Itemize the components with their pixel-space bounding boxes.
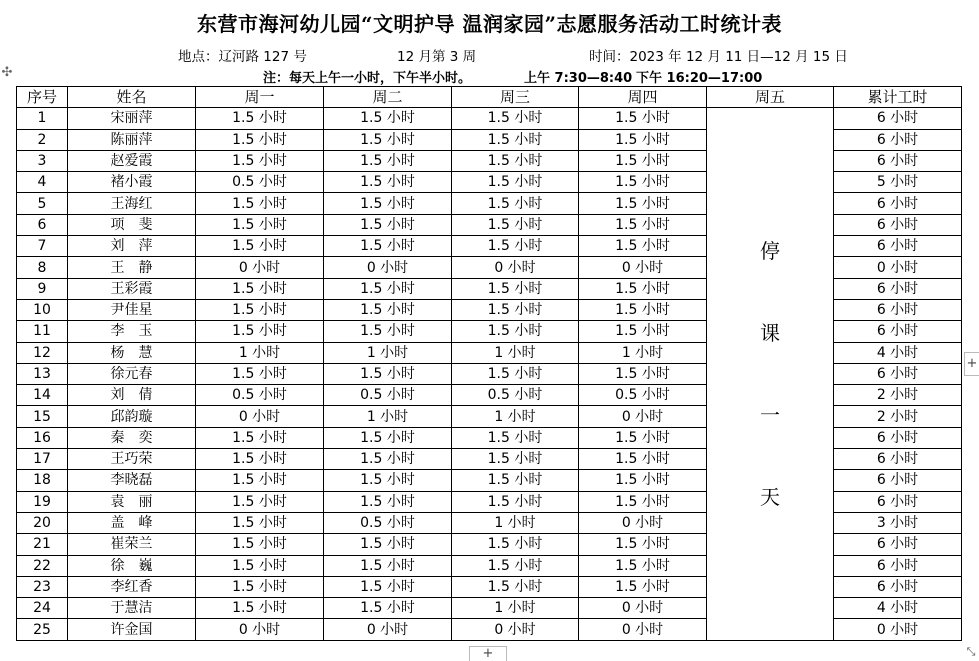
cell-total[interactable]: 6 小时 <box>834 321 962 342</box>
cell-thursday[interactable]: 0 小时 <box>579 619 707 640</box>
header-tuesday[interactable]: 周二 <box>324 87 452 108</box>
cell-tuesday[interactable]: 1.5 小时 <box>324 214 452 235</box>
cell-monday[interactable]: 1.5 小时 <box>196 236 324 257</box>
cell-index[interactable]: 1 <box>17 108 68 129</box>
cell-wednesday[interactable]: 1 小时 <box>452 342 579 363</box>
cell-wednesday[interactable]: 0 小时 <box>452 619 579 640</box>
cell-wednesday[interactable]: 0.5 小时 <box>452 385 579 406</box>
cell-name[interactable]: 邱韵璇 <box>68 406 196 427</box>
cell-thursday[interactable]: 1.5 小时 <box>579 534 707 555</box>
cell-wednesday[interactable]: 1 小时 <box>452 598 579 619</box>
cell-monday[interactable]: 1.5 小时 <box>196 491 324 512</box>
cell-total[interactable]: 6 小时 <box>834 576 962 597</box>
cell-index[interactable]: 6 <box>17 214 68 235</box>
cell-total[interactable]: 2 小时 <box>834 385 962 406</box>
cell-total[interactable]: 6 小时 <box>834 555 962 576</box>
cell-index[interactable]: 11 <box>17 321 68 342</box>
cell-monday[interactable]: 1.5 小时 <box>196 598 324 619</box>
cell-total[interactable]: 6 小时 <box>834 278 962 299</box>
cell-index[interactable]: 4 <box>17 172 68 193</box>
cell-thursday[interactable]: 1.5 小时 <box>579 236 707 257</box>
header-friday[interactable]: 周五 <box>707 87 834 108</box>
header-index[interactable]: 序号 <box>17 87 68 108</box>
cell-tuesday[interactable]: 0.5 小时 <box>324 512 452 533</box>
cell-index[interactable]: 20 <box>17 512 68 533</box>
cell-index[interactable]: 17 <box>17 449 68 470</box>
cell-wednesday[interactable]: 1.5 小时 <box>452 108 579 129</box>
cell-tuesday[interactable]: 1.5 小时 <box>324 150 452 171</box>
cell-thursday[interactable]: 1.5 小时 <box>579 172 707 193</box>
cell-monday[interactable]: 1.5 小时 <box>196 363 324 384</box>
cell-monday[interactable]: 1.5 小时 <box>196 108 324 129</box>
cell-thursday[interactable]: 1.5 小时 <box>579 427 707 448</box>
cell-tuesday[interactable]: 0 小时 <box>324 619 452 640</box>
cell-tuesday[interactable]: 1 小时 <box>324 406 452 427</box>
cell-index[interactable]: 14 <box>17 385 68 406</box>
table-header-row <box>17 87 962 108</box>
cell-name[interactable]: 李红香 <box>68 576 196 597</box>
cell-total[interactable]: 6 小时 <box>834 193 962 214</box>
cell-wednesday[interactable]: 1 小时 <box>452 512 579 533</box>
cell-total[interactable]: 6 小时 <box>834 214 962 235</box>
cell-total[interactable]: 2 小时 <box>834 406 962 427</box>
cell-tuesday[interactable]: 1.5 小时 <box>324 236 452 257</box>
cell-name[interactable]: 王 静 <box>68 257 196 278</box>
cell-monday[interactable]: 1.5 小时 <box>196 278 324 299</box>
add-column-button[interactable]: + <box>964 352 979 376</box>
cell-total[interactable]: 6 小时 <box>834 150 962 171</box>
cell-name[interactable]: 徐 巍 <box>68 555 196 576</box>
cell-total[interactable]: 6 小时 <box>834 491 962 512</box>
cell-index[interactable]: 21 <box>17 534 68 555</box>
morning-hours-text: 上午 7:30—8:40 <box>524 71 633 86</box>
cell-monday[interactable]: 1.5 小时 <box>196 512 324 533</box>
cell-wednesday[interactable]: 1.5 小时 <box>452 150 579 171</box>
cell-name[interactable]: 赵爱霞 <box>68 150 196 171</box>
location-text: 地点：辽河路 127 号 <box>178 49 307 65</box>
cell-monday[interactable]: 1 小时 <box>196 342 324 363</box>
cell-name[interactable]: 李晓磊 <box>68 470 196 491</box>
table-row <box>17 108 962 129</box>
cell-wednesday[interactable]: 1.5 小时 <box>452 278 579 299</box>
cell-index[interactable]: 15 <box>17 406 68 427</box>
header-thursday[interactable]: 周四 <box>579 87 707 108</box>
cell-tuesday[interactable]: 1.5 小时 <box>324 129 452 150</box>
cell-index[interactable]: 23 <box>17 576 68 597</box>
cell-name[interactable]: 尹佳星 <box>68 299 196 320</box>
add-row-button[interactable]: + <box>469 646 507 661</box>
cell-tuesday[interactable]: 1.5 小时 <box>324 108 452 129</box>
cell-monday[interactable]: 0 小时 <box>196 257 324 278</box>
cell-index[interactable]: 3 <box>17 150 68 171</box>
cell-thursday[interactable]: 0 小时 <box>579 257 707 278</box>
cell-wednesday[interactable]: 1.5 小时 <box>452 576 579 597</box>
cell-wednesday[interactable]: 1.5 小时 <box>452 321 579 342</box>
cell-total[interactable]: 6 小时 <box>834 534 962 555</box>
cell-thursday[interactable]: 1.5 小时 <box>579 214 707 235</box>
cell-thursday[interactable]: 1.5 小时 <box>579 129 707 150</box>
cell-monday[interactable]: 0 小时 <box>196 406 324 427</box>
cell-wednesday[interactable]: 1.5 小时 <box>452 555 579 576</box>
cell-name[interactable]: 秦 奕 <box>68 427 196 448</box>
cell-thursday[interactable]: 1.5 小时 <box>579 363 707 384</box>
cell-total[interactable]: 3 小时 <box>834 512 962 533</box>
cell-thursday[interactable]: 0 小时 <box>579 598 707 619</box>
cell-total[interactable]: 0 小时 <box>834 257 962 278</box>
cell-name[interactable]: 于慧洁 <box>68 598 196 619</box>
cell-index[interactable]: 13 <box>17 363 68 384</box>
cell-name[interactable]: 许金国 <box>68 619 196 640</box>
hours-table <box>16 86 962 641</box>
cell-tuesday[interactable]: 1 小时 <box>324 342 452 363</box>
cell-index[interactable]: 9 <box>17 278 68 299</box>
cell-name[interactable]: 陈丽萍 <box>68 129 196 150</box>
cell-name[interactable]: 徐元春 <box>68 363 196 384</box>
cell-tuesday[interactable]: 1.5 小时 <box>324 427 452 448</box>
cell-name[interactable]: 项 斐 <box>68 214 196 235</box>
cell-wednesday[interactable]: 0 小时 <box>452 257 579 278</box>
cell-name[interactable]: 杨 慧 <box>68 342 196 363</box>
cell-wednesday[interactable]: 1 小时 <box>452 406 579 427</box>
friday-note-char: 课 <box>760 321 780 345</box>
cell-thursday[interactable]: 1.5 小时 <box>579 470 707 491</box>
cell-monday[interactable]: 1.5 小时 <box>196 150 324 171</box>
cell-total[interactable]: 6 小时 <box>834 236 962 257</box>
cell-thursday[interactable]: 1.5 小时 <box>579 555 707 576</box>
cell-index[interactable]: 10 <box>17 299 68 320</box>
cell-friday-merged[interactable] <box>707 108 834 640</box>
cell-wednesday[interactable]: 1.5 小时 <box>452 214 579 235</box>
note-text: 注：每天上午一小时，下午半小时。 <box>263 71 472 86</box>
cell-name[interactable]: 崔荣兰 <box>68 534 196 555</box>
cell-wednesday[interactable]: 1.5 小时 <box>452 299 579 320</box>
cell-total[interactable]: 6 小时 <box>834 299 962 320</box>
cell-monday[interactable]: 1.5 小时 <box>196 193 324 214</box>
cell-wednesday[interactable]: 1.5 小时 <box>452 193 579 214</box>
cell-name[interactable]: 刘 萍 <box>68 236 196 257</box>
week-text: 12 月第 3 周 <box>397 49 477 65</box>
cell-name[interactable]: 王巧荣 <box>68 449 196 470</box>
cell-wednesday[interactable]: 1.5 小时 <box>452 449 579 470</box>
cell-thursday[interactable]: 1.5 小时 <box>579 321 707 342</box>
cell-monday[interactable]: 0.5 小时 <box>196 385 324 406</box>
cell-monday[interactable]: 1.5 小时 <box>196 129 324 150</box>
cell-thursday[interactable]: 1.5 小时 <box>579 576 707 597</box>
cell-tuesday[interactable]: 1.5 小时 <box>324 534 452 555</box>
cell-tuesday[interactable]: 1.5 小时 <box>324 598 452 619</box>
cell-total[interactable]: 4 小时 <box>834 342 962 363</box>
cell-total[interactable]: 6 小时 <box>834 363 962 384</box>
cell-monday[interactable]: 0.5 小时 <box>196 172 324 193</box>
cell-tuesday[interactable]: 1.5 小时 <box>324 363 452 384</box>
cell-name[interactable]: 宋丽萍 <box>68 108 196 129</box>
cell-wednesday[interactable]: 1.5 小时 <box>452 470 579 491</box>
cell-index[interactable]: 2 <box>17 129 68 150</box>
cell-name[interactable]: 王彩霞 <box>68 278 196 299</box>
cell-tuesday[interactable]: 0.5 小时 <box>324 385 452 406</box>
cell-thursday[interactable]: 1.5 小时 <box>579 278 707 299</box>
cell-thursday[interactable]: 1 小时 <box>579 342 707 363</box>
cell-monday[interactable]: 1.5 小时 <box>196 299 324 320</box>
cell-wednesday[interactable]: 1.5 小时 <box>452 236 579 257</box>
table-move-handle-icon[interactable]: ✣ <box>1 65 13 80</box>
date-range-text: 时间：2023 年 12 月 11 日—12 月 15 日 <box>589 49 848 65</box>
cell-tuesday[interactable]: 1.5 小时 <box>324 449 452 470</box>
cell-total[interactable]: 6 小时 <box>834 108 962 129</box>
cell-tuesday[interactable]: 1.5 小时 <box>324 576 452 597</box>
header-monday[interactable]: 周一 <box>196 87 324 108</box>
cell-monday[interactable]: 1.5 小时 <box>196 534 324 555</box>
cell-name[interactable]: 王海红 <box>68 193 196 214</box>
cell-name[interactable]: 刘 倩 <box>68 385 196 406</box>
cell-thursday[interactable]: 1.5 小时 <box>579 449 707 470</box>
cell-monday[interactable]: 1.5 小时 <box>196 214 324 235</box>
header-total[interactable]: 累计工时 <box>834 87 962 108</box>
cell-wednesday[interactable]: 1.5 小时 <box>452 172 579 193</box>
cell-tuesday[interactable]: 1.5 小时 <box>324 491 452 512</box>
cell-index[interactable]: 8 <box>17 257 68 278</box>
resize-grip-icon[interactable]: ⤡ <box>966 645 976 658</box>
cell-tuesday[interactable]: 1.5 小时 <box>324 555 452 576</box>
cell-wednesday[interactable]: 1.5 小时 <box>452 427 579 448</box>
cell-tuesday[interactable]: 1.5 小时 <box>324 172 452 193</box>
cell-monday[interactable]: 1.5 小时 <box>196 470 324 491</box>
cell-wednesday[interactable]: 1.5 小时 <box>452 491 579 512</box>
cell-tuesday[interactable]: 1.5 小时 <box>324 470 452 491</box>
cell-monday[interactable]: 1.5 小时 <box>196 427 324 448</box>
cell-thursday[interactable]: 0.5 小时 <box>579 385 707 406</box>
cell-index[interactable]: 7 <box>17 236 68 257</box>
cell-thursday[interactable]: 1.5 小时 <box>579 193 707 214</box>
cell-total[interactable]: 5 小时 <box>834 172 962 193</box>
cell-total[interactable]: 6 小时 <box>834 129 962 150</box>
cell-total[interactable]: 0 小时 <box>834 619 962 640</box>
document-title: 东营市海河幼儿园“文明护导 温润家园”志愿服务活动工时统计表 <box>197 12 782 36</box>
cell-monday[interactable]: 1.5 小时 <box>196 555 324 576</box>
cell-index[interactable]: 5 <box>17 193 68 214</box>
cell-total[interactable]: 4 小时 <box>834 598 962 619</box>
cell-monday[interactable]: 0 小时 <box>196 619 324 640</box>
cell-total[interactable]: 6 小时 <box>834 449 962 470</box>
cell-index[interactable]: 24 <box>17 598 68 619</box>
cell-wednesday[interactable]: 1.5 小时 <box>452 129 579 150</box>
cell-thursday[interactable]: 1.5 小时 <box>579 108 707 129</box>
cell-thursday[interactable]: 0 小时 <box>579 512 707 533</box>
cell-tuesday[interactable]: 1.5 小时 <box>324 193 452 214</box>
afternoon-hours-text: 下午 16:20—17:00 <box>636 71 763 86</box>
cell-index[interactable]: 18 <box>17 470 68 491</box>
cell-thursday[interactable]: 1.5 小时 <box>579 150 707 171</box>
friday-note <box>707 241 833 507</box>
friday-note-char: 一 <box>760 403 780 427</box>
cell-name[interactable]: 袁 丽 <box>68 491 196 512</box>
cell-tuesday[interactable]: 1.5 小时 <box>324 321 452 342</box>
cell-total[interactable]: 6 小时 <box>834 427 962 448</box>
cell-thursday[interactable]: 1.5 小时 <box>579 491 707 512</box>
cell-thursday[interactable]: 1.5 小时 <box>579 299 707 320</box>
cell-tuesday[interactable]: 1.5 小时 <box>324 278 452 299</box>
cell-index[interactable]: 22 <box>17 555 68 576</box>
cell-index[interactable]: 19 <box>17 491 68 512</box>
cell-monday[interactable]: 1.5 小时 <box>196 321 324 342</box>
cell-thursday[interactable]: 0 小时 <box>579 406 707 427</box>
cell-tuesday[interactable]: 0 小时 <box>324 257 452 278</box>
cell-index[interactable]: 16 <box>17 427 68 448</box>
cell-total[interactable]: 6 小时 <box>834 470 962 491</box>
header-wednesday[interactable]: 周三 <box>452 87 579 108</box>
cell-monday[interactable]: 1.5 小时 <box>196 449 324 470</box>
header-name[interactable]: 姓名 <box>68 87 196 108</box>
cell-index[interactable]: 12 <box>17 342 68 363</box>
cell-tuesday[interactable]: 1.5 小时 <box>324 299 452 320</box>
cell-index[interactable]: 25 <box>17 619 68 640</box>
cell-monday[interactable]: 1.5 小时 <box>196 576 324 597</box>
friday-note-char: 停 <box>760 239 780 263</box>
cell-name[interactable]: 褚小霞 <box>68 172 196 193</box>
cell-wednesday[interactable]: 1.5 小时 <box>452 534 579 555</box>
friday-note-char: 天 <box>760 485 780 509</box>
cell-name[interactable]: 盖 峰 <box>68 512 196 533</box>
cell-name[interactable]: 李 玉 <box>68 321 196 342</box>
cell-wednesday[interactable]: 1.5 小时 <box>452 363 579 384</box>
